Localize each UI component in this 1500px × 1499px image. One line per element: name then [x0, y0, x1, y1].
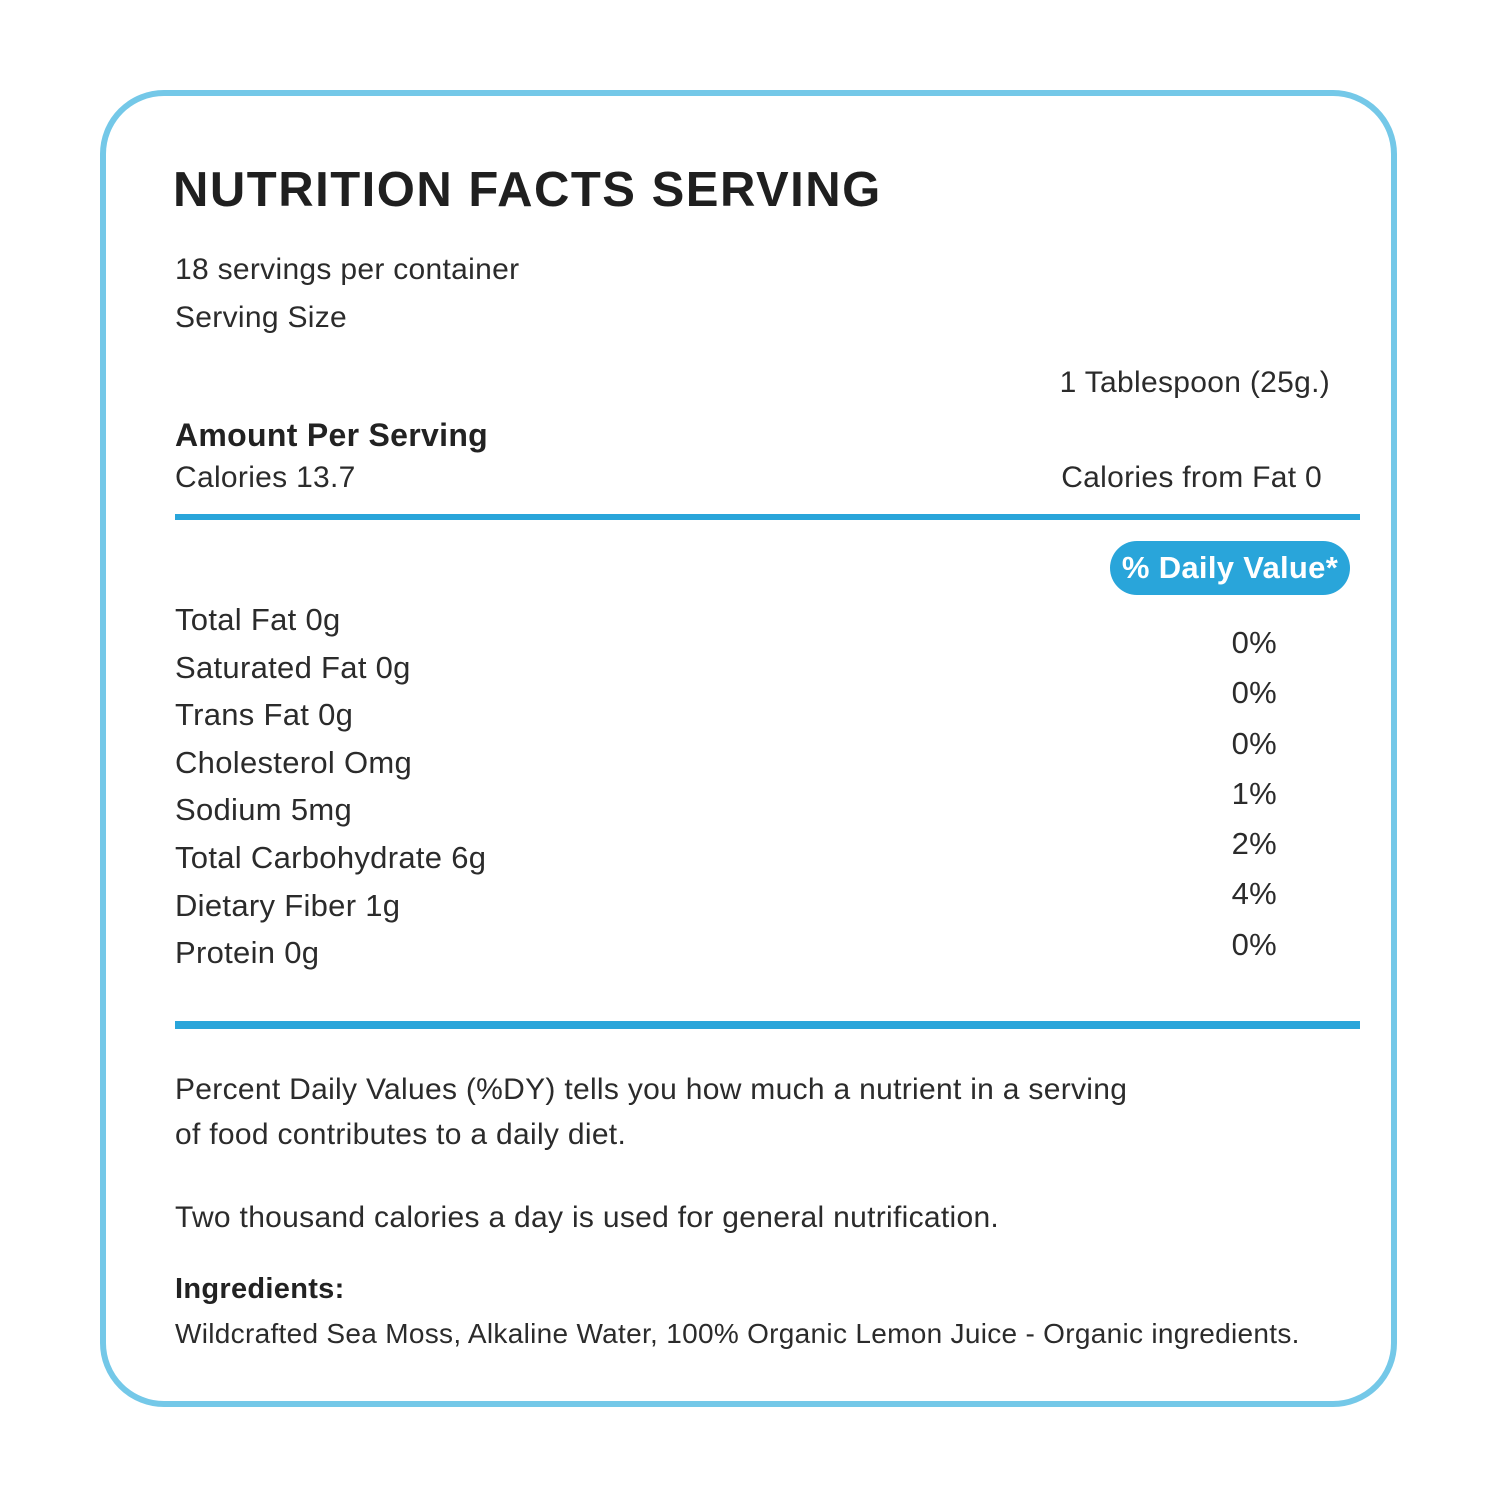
daily-value-cell: 0% — [1231, 725, 1277, 761]
daily-value-cell: 0% — [1231, 926, 1277, 962]
daily-value-badge — [1110, 541, 1350, 595]
divider-rule-top — [175, 514, 1360, 520]
serving-size-value: 1 Tablespoon (25g.) — [1059, 366, 1330, 399]
nutrient-row: Dietary Fiber 1g — [175, 887, 401, 923]
calories-from-fat-value: Calories from Fat 0 — [1061, 461, 1322, 494]
footnote-line-2: of food contributes to a daily diet. — [175, 1118, 627, 1151]
daily-value-list — [1232, 618, 1277, 970]
ingredients-text: Wildcrafted Sea Moss, Alkaline Water, 100% Organic Lemon Juice - Organic ingredients. — [175, 1318, 1300, 1349]
daily-value-cell: 1% — [1231, 775, 1277, 811]
daily-value-badge-label: % Daily Value* — [1121, 550, 1339, 585]
footnote-line-1: Percent Daily Values (%DY) tells you how much a nutrient in a serving — [175, 1073, 1128, 1106]
daily-value-cell: 0% — [1231, 675, 1277, 711]
daily-value-cell: 4% — [1231, 876, 1277, 912]
nutrient-row: Total Fat 0g — [175, 602, 341, 637]
daily-value-cell: 0% — [1231, 625, 1277, 660]
nutrient-row: Protein 0g — [175, 935, 320, 971]
nutrient-row: Cholesterol Omg — [175, 744, 413, 780]
daily-value-cell: 2% — [1231, 826, 1277, 862]
nutrient-row: Total Carbohydrate 6g — [175, 839, 487, 875]
page-title: NUTRITION FACTS SERVING — [173, 163, 882, 217]
servings-per-container: 18 servings per container — [175, 253, 520, 286]
nutrient-list — [175, 596, 486, 977]
nutrient-row: Saturated Fat 0g — [175, 649, 411, 685]
divider-rule-bottom — [175, 1021, 1360, 1029]
footnote-secondary: Two thousand calories a day is used for general nutrification. — [175, 1201, 1000, 1234]
serving-size-label: Serving Size — [175, 301, 348, 334]
nutrient-row: Trans Fat 0g — [175, 697, 354, 733]
nutrient-row: Sodium 5mg — [175, 792, 353, 828]
calories-value: Calories 13.7 — [175, 461, 356, 494]
ingredients-heading: Ingredients: — [175, 1273, 345, 1305]
amount-per-serving-heading: Amount Per Serving — [175, 417, 489, 453]
